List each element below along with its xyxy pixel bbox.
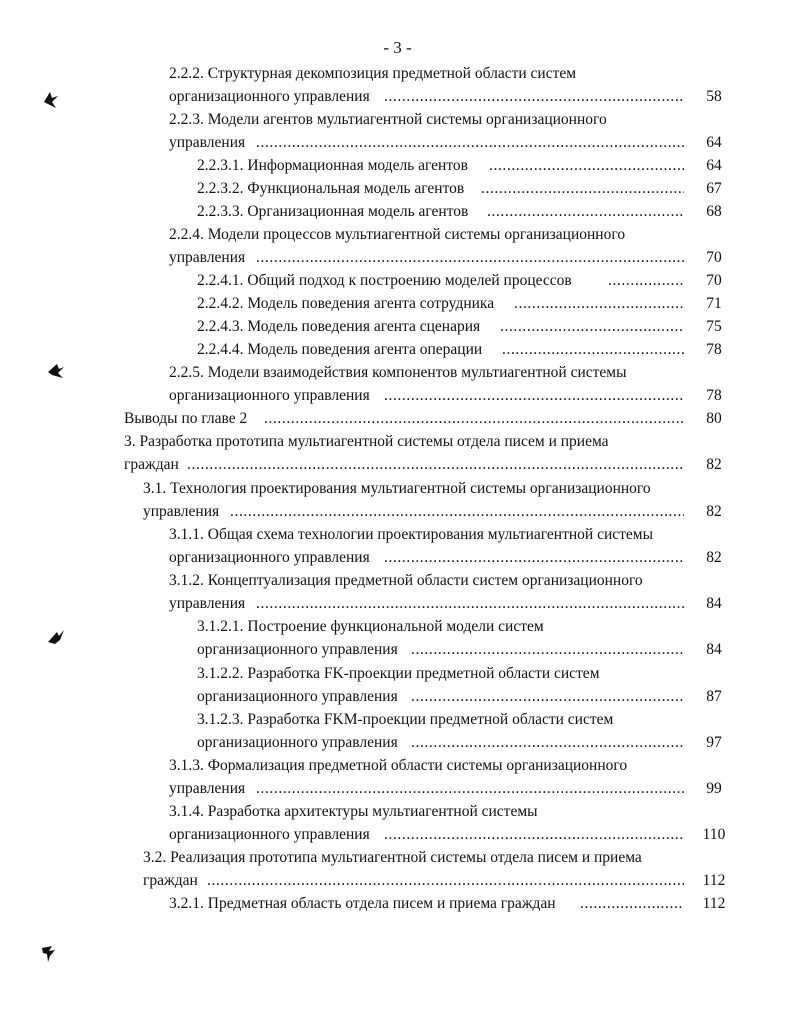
toc-entry-3: 3. Разработка прототипа мультиагентной системы отдела писем и приема	[124, 433, 609, 450]
toc-page-number: 64	[706, 134, 722, 151]
toc-entry-text: управления	[169, 134, 246, 151]
toc-leader-dots	[580, 893, 684, 915]
toc-entry-text: организационного управления	[169, 88, 370, 105]
toc-entry-2-2-4-3: 2.2.4.3. Модель поведения агента сценария	[197, 318, 481, 335]
toc-page-number: 78	[706, 387, 722, 404]
toc-leader-dots	[256, 593, 684, 615]
toc-entry-text: организационного управления	[197, 734, 398, 751]
toc-entry-2-2-3: 2.2.3. Модели агентов мультиагентной системы организационного	[169, 111, 607, 128]
toc-leader-dots	[481, 178, 684, 200]
toc-entry-2-2-5: 2.2.5. Модели взаимодействия компонентов мультиагентной системы	[169, 364, 627, 381]
toc-entry-text: управления	[143, 503, 220, 520]
toc-entry-3-1-2-2: 3.1.2.2. Разработка FK-проекции предметной области систем	[197, 665, 600, 682]
toc-entry-3-1: 3.1. Технология проектирования мультиагентной системы организационного	[143, 480, 651, 497]
scribble-mark	[40, 88, 62, 110]
toc-leader-dots	[608, 270, 684, 292]
toc-leader-dots	[514, 293, 684, 315]
toc-page-number: 112	[702, 895, 726, 912]
toc-leader-dots	[487, 201, 684, 223]
toc-leader-dots	[411, 732, 684, 754]
toc-page-number: 110	[702, 826, 726, 843]
toc-page-number: 70	[706, 272, 722, 289]
toc-entry-3-1-2: 3.1.2. Концептуализация предметной области систем организационного	[169, 572, 643, 589]
toc-page-number: 68	[706, 203, 722, 220]
toc-entry-text: организационного управления	[169, 549, 370, 566]
toc-entry-text: граждан	[143, 872, 198, 889]
toc-leader-dots	[230, 501, 684, 523]
toc-leader-dots	[256, 132, 684, 154]
toc-entry-conclusions-2: Выводы по главе 2	[124, 410, 248, 427]
toc-entry-text: организационного управления	[169, 826, 370, 843]
toc-leader-dots	[500, 316, 684, 338]
toc-leader-dots	[384, 824, 684, 846]
toc-page-number: 58	[706, 88, 722, 105]
toc-entry-2-2-3-1: 2.2.3.1. Информационная модель агентов	[197, 157, 468, 174]
toc-leader-dots	[411, 686, 684, 708]
toc-leader-dots	[187, 454, 684, 476]
toc-entry-text: организационного управления	[197, 688, 398, 705]
toc-entry-2-2-3-2: 2.2.3.2. Функциональная модель агентов	[197, 180, 465, 197]
toc-entry-text: управления	[169, 249, 246, 266]
scribble-mark	[45, 360, 67, 382]
toc-leader-dots	[411, 639, 684, 661]
toc-entry-2-2-2: 2.2.2. Структурная декомпозиция предметной области систем	[169, 65, 577, 82]
toc-entry-text: управления	[169, 780, 246, 797]
toc-leader-dots	[502, 339, 684, 361]
toc-entry-2-2-3-3: 2.2.3.3. Организационная модель агентов	[197, 203, 469, 220]
toc-leader-dots	[384, 86, 684, 108]
toc-entry-3-1-2-3: 3.1.2.3. Разработка FKM-проекции предметной области систем	[197, 711, 614, 728]
toc-leader-dots	[384, 385, 684, 407]
toc-page-number: 75	[706, 318, 722, 335]
toc-entry-text: организационного управления	[169, 387, 370, 404]
toc-page-number: 84	[706, 641, 722, 658]
toc-entry-3-1-2-1: 3.1.2.1. Построение функциональной модели систем	[197, 618, 544, 635]
toc-page-number: 80	[706, 410, 722, 427]
toc-leader-dots	[256, 778, 684, 800]
toc-entry-2-2-4-1: 2.2.4.1. Общий подход к построению моделей процессов	[197, 272, 572, 289]
toc-page-number: 82	[706, 456, 722, 473]
toc-leader-dots	[264, 408, 684, 430]
toc-entry-3-1-1: 3.1.1. Общая схема технологии проектирования мультиагентной системы	[169, 526, 654, 543]
toc-page-number: 82	[706, 503, 722, 520]
toc-page-number: 78	[706, 341, 722, 358]
toc-page-number: 82	[706, 549, 722, 566]
toc-entry-3-1-4: 3.1.4. Разработка архитектуры мультиагентной системы	[169, 803, 538, 820]
toc-page-number: 97	[706, 734, 722, 751]
toc-entry-text: организационного управления	[197, 641, 398, 658]
toc-page-number: 70	[706, 249, 722, 266]
toc-entry-2-2-4-4: 2.2.4.4. Модель поведения агента операции	[197, 341, 483, 358]
scribble-mark	[45, 626, 67, 648]
toc-entry-2-2-4: 2.2.4. Модели процессов мультиагентной системы организационного	[169, 226, 626, 243]
toc-page-number: 99	[706, 780, 722, 797]
toc-leader-dots	[384, 547, 684, 569]
toc-page-number: 67	[706, 180, 722, 197]
toc-entry-text: граждан	[124, 456, 179, 473]
toc-entry-3-2: 3.2. Реализация прототипа мультиагентной системы отдела писем и приема	[143, 849, 642, 866]
toc-leader-dots	[489, 155, 684, 177]
toc-entry-3-1-3: 3.1.3. Формализация предметной области системы организационного	[169, 757, 628, 774]
page-number: - 3 -	[383, 38, 412, 57]
toc-leader-dots	[256, 247, 684, 269]
toc-entry-3-2-1: 3.2.1. Предметная область отдела писем и приема граждан	[169, 895, 556, 912]
toc-page-number: 84	[706, 595, 722, 612]
toc-page-number: 87	[706, 688, 722, 705]
toc-page-number: 64	[706, 157, 722, 174]
toc-entry-text: управления	[169, 595, 246, 612]
toc-page-number: 112	[702, 872, 726, 889]
toc-entry-2-2-4-2: 2.2.4.2. Модель поведения агента сотрудника	[197, 295, 495, 312]
toc-page-number: 71	[706, 295, 722, 312]
toc-leader-dots	[207, 870, 684, 892]
scribble-mark	[38, 942, 60, 964]
